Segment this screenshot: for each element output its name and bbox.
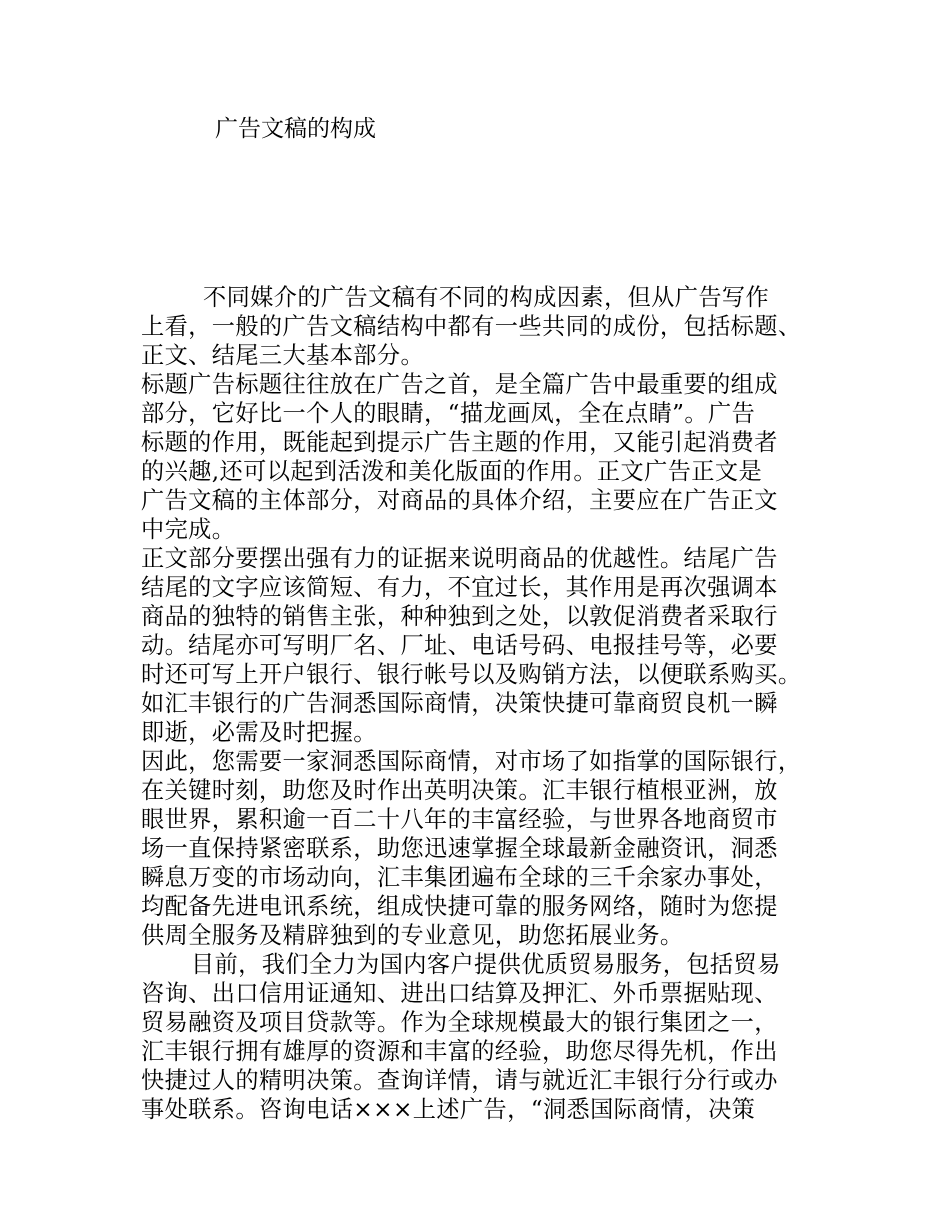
text-line: 动。结尾亦可写明厂名、厂址、电话号码、电报挂号等，必要 [141, 632, 778, 659]
text-line: 如汇丰银行的广告洞悉国际商情，决策快捷可靠商贸良机一瞬 [141, 690, 778, 717]
text-line: 快捷过人的精明决策。查询详情，请与就近汇丰银行分行或办 [141, 1067, 778, 1094]
text-line: 结尾的文字应该简短、有力，不宜过长，其作用是再次强调本 [141, 574, 778, 601]
text-line: 瞬息万变的市场动向，汇丰集团遍布全球的三千余家办事处， [141, 864, 778, 891]
text-line: 贸易融资及项目贷款等。作为全球规模最大的银行集团之一， [141, 1009, 778, 1036]
text-line: 广告文稿的主体部分，对商品的具体介绍，主要应在广告正文 [141, 487, 778, 514]
text-line: 咨询、出口信用证通知、进出口结算及押汇、外币票据贴现、 [141, 980, 778, 1007]
text-line: 中完成。 [141, 516, 236, 543]
text-line: 供周全服务及精辟独到的专业意见，助您拓展业务。 [141, 922, 684, 949]
text-line: 商品的独特的销售主张，种种独到之处，以敦促消费者采取行 [141, 603, 778, 630]
text-line: 眼世界，累积逾一百二十八年的丰富经验，与世界各地商贸市 [141, 806, 778, 833]
text-line: 标题广告标题往往放在广告之首，是全篇广告中最重要的组成 [141, 371, 778, 398]
text-line: 时还可写上开户银行、银行帐号以及购销方法，以便联系购买。 [141, 661, 802, 688]
text-line: 标题的作用，既能起到提示广告主题的作用，又能引起消费者 [141, 429, 778, 456]
document-body [141, 283, 831, 1124]
text-line: 汇丰银行拥有雄厚的资源和丰富的经验，助您尽得先机，作出 [141, 1038, 778, 1065]
text-line: 正文部分要摆出强有力的证据来说明商品的优越性。结尾广告 [141, 545, 778, 572]
text-line: 部分，它好比一个人的眼睛，“描龙画凤，全在点睛”。广告 [141, 400, 756, 427]
text-line: 因此，您需要一家洞悉国际商情，对市场了如指掌的国际银行， [141, 748, 802, 775]
text-line: 上看，一般的广告文稿结构中都有一些共同的成份，包括标题、 [141, 313, 802, 340]
text-line: 目前，我们全力为国内客户提供优质贸易服务，包括贸易 [191, 951, 781, 978]
text-line: 的兴趣,还可以起到活泼和美化版面的作用。正文广告正文是 [141, 458, 763, 485]
text-line: 即逝，必需及时把握。 [141, 719, 377, 746]
text-line: 不同媒介的广告文稿有不同的构成因素，但从广告写作 [203, 284, 770, 311]
text-line: 场一直保持紧密联系，助您迅速掌握全球最新金融资讯，洞悉 [141, 835, 778, 862]
document-title: 广告文稿的构成 [215, 116, 376, 142]
text-line: 事处联系。咨询电话×××上述广告，“洞悉国际商情，决策 [141, 1096, 756, 1123]
text-line: 正文、结尾三大基本部分。 [141, 342, 425, 369]
text-line: 在关键时刻，助您及时作出英明决策。汇丰银行植根亚洲，放 [141, 777, 778, 804]
text-line: 均配备先进电讯系统，组成快捷可靠的服务网络，随时为您提 [141, 893, 778, 920]
